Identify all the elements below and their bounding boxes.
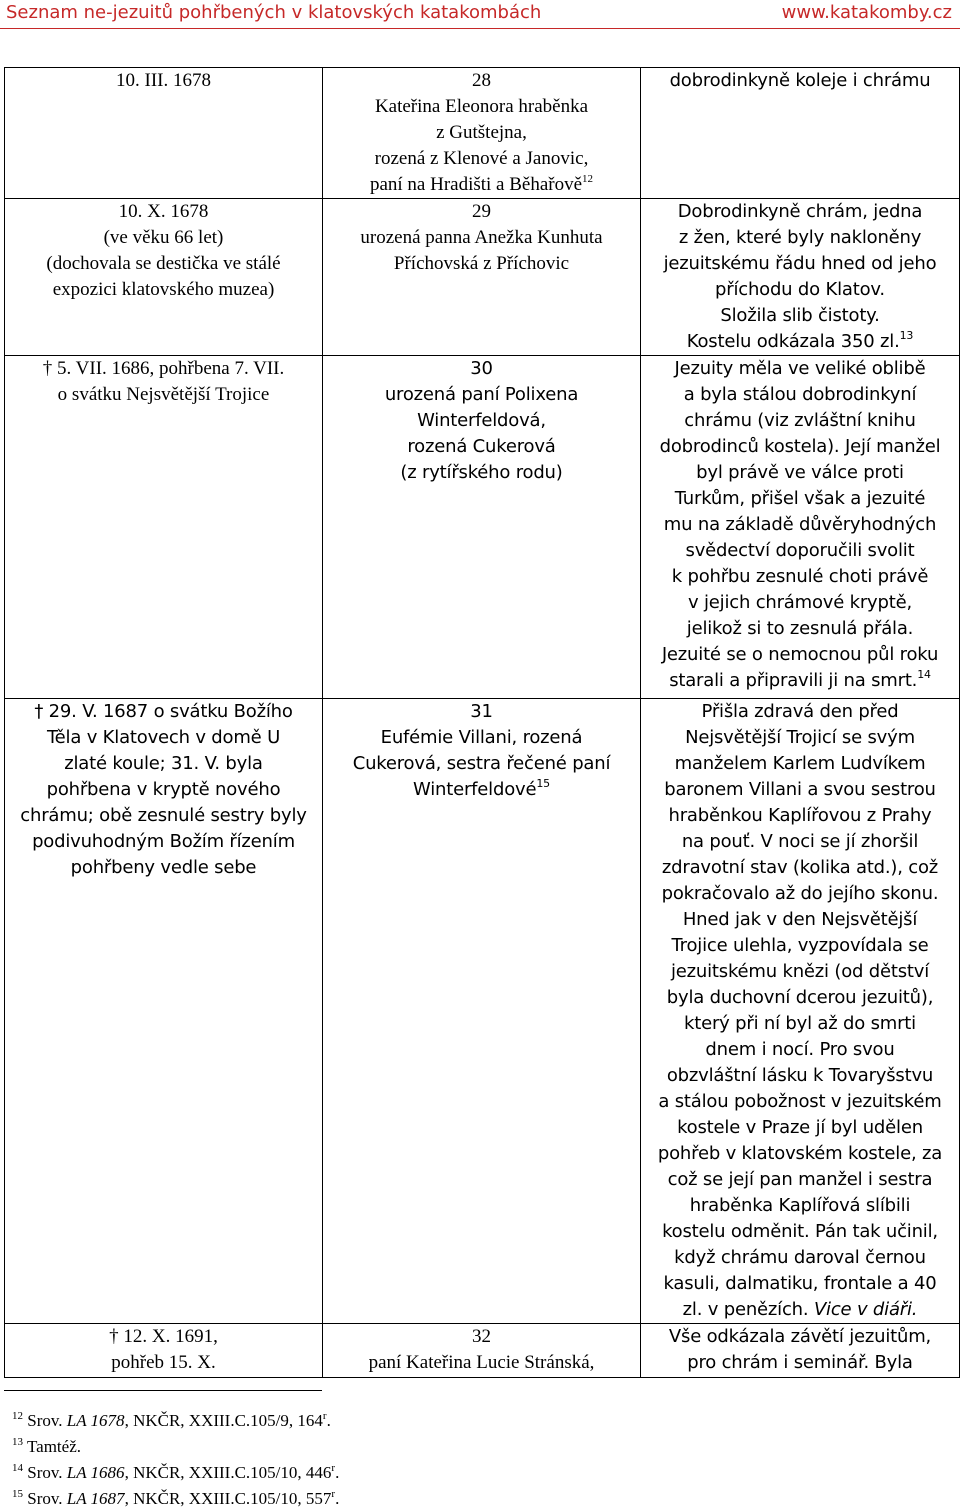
table-row [5,699,960,1324]
cell-line: jezuitskému řádu hned od jeho [663,253,937,274]
cell-line: pohřeb v klatovském kostele, za [657,1143,943,1164]
cell-line: kostelu odměnit. Pán tak učinil, [662,1221,938,1242]
footnote-ref: 12 [582,173,594,185]
header-title: Seznam ne-jezuitů pohřbených v klatovských katakombách [6,2,542,23]
footnote: $^{14}$ Srov. LA 1686, NKČR, XXIII.C.105/10, 446$^r$. [12,1462,340,1482]
table-row [5,68,960,199]
cell-line: Cukerová, sestra řečené paní [352,753,611,774]
cell-line: 10. III. 1678 [116,70,211,91]
cell-line: baronem Villani a svou sestrou [664,779,936,800]
cell-line: † 29. V. 1687 o svátku Božího [34,701,293,722]
cell-line: rozená Cukerová [407,436,556,457]
footnote-number: 14 [12,1462,23,1474]
cell-line: Vše odkázala závětí jezuitům, [668,1326,932,1347]
cell-line: byla duchovní dcerou jezuitů), [666,987,934,1008]
cell-line: manželem Karlem Ludvíkem [674,753,926,774]
cell-line: příchodu do Klatov. [715,279,885,300]
note-cell [641,699,960,1324]
cell-line: Winterfeldové [413,779,537,800]
cell-line: což se její pan manžel i sestra [667,1169,933,1190]
cell-line: Hned jak v den Nejsvětější [682,909,918,930]
cell-line: 30 [470,358,493,379]
cell-line: který při ní byl až do smrti [684,1013,916,1034]
cell-line: k pohřbu zesnulé choti právě [671,566,929,587]
cell-line: Přišla zdravá den před [701,701,899,722]
cell-line: pohřbeny vedle sebe [70,857,257,878]
cell-line: (dochovala se destička ve stálé [46,253,281,274]
cell-line: svědectví doporučili svolit [685,540,915,561]
cell-line: Příchovská z Příchovic [393,253,570,274]
cell-line: Winterfeldová, [417,410,546,431]
cell-line: a byla stálou dobrodinkyní [683,384,917,405]
footnotes [12,1408,339,1512]
note-cell [641,68,960,199]
cell-line: Eufémie Villani, rozená [380,727,583,748]
cell-line: o svátku Nejsvětější Trojice [57,384,270,405]
note-cell [641,1324,960,1378]
burial-date-cell [5,356,323,699]
cell-line: z Gutštejna, [436,122,527,143]
header-url: www.katakomby.cz [781,2,952,23]
person-cell [323,68,641,199]
cell-line: Nejsvětější Trojicí se svým [685,727,915,748]
cell-line: z žen, které byly nakloněny [678,227,922,248]
burial-date-cell [5,199,323,356]
cell-line: (ve věku 66 let) [103,227,224,248]
cell-line: rozená z Klenové a Janovic, [374,148,589,169]
cell-line: dobrodinkyně koleje i chrámu [669,70,931,91]
person-cell [323,356,641,699]
footnote-number: 13 [12,1436,23,1448]
burial-date-cell [5,68,323,199]
cell-line: † 12. X. 1691, [109,1326,218,1347]
note-cell [641,356,960,699]
footnote: $^{15}$ Srov. LA 1687, NKČR, XXIII.C.105/10, 557$^r$. [12,1488,340,1508]
cell-line: † 5. VII. 1686, pohřbena 7. VII. [42,358,285,379]
table-row [5,1324,960,1378]
cell-line: v jejich chrámové kryptě, [688,592,912,613]
cell-line: 28 [472,70,491,91]
cell-line: Dobrodinkyně chrám, jedna [677,201,923,222]
cell-line: dnem i nocí. Pro svou [705,1039,895,1060]
footnote-number: 12 [12,1410,23,1422]
cell-line: chrámu; obě zesnulé sestry byly [20,805,307,826]
cell-line: byl právě ve válce proti [696,462,904,483]
footnote-number: 15 [12,1488,23,1500]
footnote-ref: 15 [536,777,550,790]
person-cell [323,199,641,356]
table-row [5,356,960,699]
cell-line: zdravotní stav (kolika atd.), což [661,857,939,878]
footnote: $^{13}$ Tamtéž. [12,1436,81,1456]
header-rule [0,28,960,29]
cell-line: 29 [472,201,491,222]
cell-line: chrámu (viz zvláštní knihu [684,410,916,431]
cell-line: pokračovalo až do jejího skonu. [661,883,939,904]
cell-line: kasuli, dalmatiku, frontale a 40 [663,1273,937,1294]
cell-line: Kostelu odkázala 350 zl. [686,331,900,352]
cell-line: 10. X. 1678 [118,201,209,222]
cell-line: když chrámu daroval černou [674,1247,926,1268]
cell-line: hraběnka Kaplířová slíbili [689,1195,911,1216]
cell-line: a stálou pobožnost v jezuitském [658,1091,942,1112]
cell-line: mu na základě důvěryhodných [663,514,937,535]
cell-line: Trojice ulehla, vyzpovídala se [671,935,929,956]
cell-line: zlaté koule; 31. V. byla [64,753,263,774]
cell-line: hraběnkou Kaplířovou z Prahy [668,805,932,826]
note-cell [641,199,960,356]
cell-line: Jezuity měla ve veliké oblibě [674,358,926,379]
cell-line: pro chrám i seminář. Byla [687,1352,913,1373]
cell-line: Jezuité se o nemocnou půl roku [661,644,939,665]
cell-line: zl. v penězích. [682,1299,809,1320]
cell-line: paní na Hradišti a Běhařově [369,174,583,195]
cell-line: Kateřina Eleonora hraběnka [374,96,589,117]
cell-line: podivuhodným Božím řízením [32,831,295,852]
footnote-ref: 13 [899,329,914,342]
cell-line: kostele v Praze jí byl udělen [677,1117,923,1138]
person-cell [323,699,641,1324]
footnote: $^{12}$ Srov. LA 1678, NKČR, XXIII.C.105/9, 164$^r$. [12,1410,331,1430]
cell-line: jelikož si to zesnulá přála. [686,618,914,639]
cell-line: 31 [470,701,493,722]
person-cell [323,1324,641,1378]
cell-line: obzvláštní lásku k Tovaryšstvu [666,1065,934,1086]
cell-line: Těla v Klatovech v domě U [46,727,281,748]
cell-line: starali a připravili ji na smrt. [669,670,918,691]
cell-line: dobrodinců kostela). Její manžel [659,436,941,457]
burial-table [4,67,960,1378]
burial-date-cell [5,699,323,1324]
cell-line: na pouť. V noci se jí zhoršil [681,831,919,852]
table-row [5,199,960,356]
cell-line: urozená panna Anežka Kunhuta [360,227,603,248]
cell-line: paní Kateřina Lucie Stránská, [368,1352,595,1373]
italic-note: Vice v diáři. [813,1299,918,1320]
footnote-ref: 14 [917,668,931,681]
footnote-rule [4,1390,322,1391]
cell-line: pohřeb 15. X. [111,1352,216,1373]
cell-line: expozici klatovského muzea) [52,279,275,300]
cell-line: jezuitskému knězi (od dětství [671,961,929,982]
cell-line: pohřbena v kryptě nového [46,779,281,800]
page-header [0,0,960,30]
cell-line: Turkům, přišel však a jezuité [674,488,926,509]
cell-line: urozená paní Polixena [384,384,579,405]
burial-date-cell [5,1324,323,1378]
cell-line: (z rytířského rodu) [400,462,563,483]
cell-line: Složila slib čistoty. [720,305,880,326]
cell-line: 32 [472,1326,491,1347]
